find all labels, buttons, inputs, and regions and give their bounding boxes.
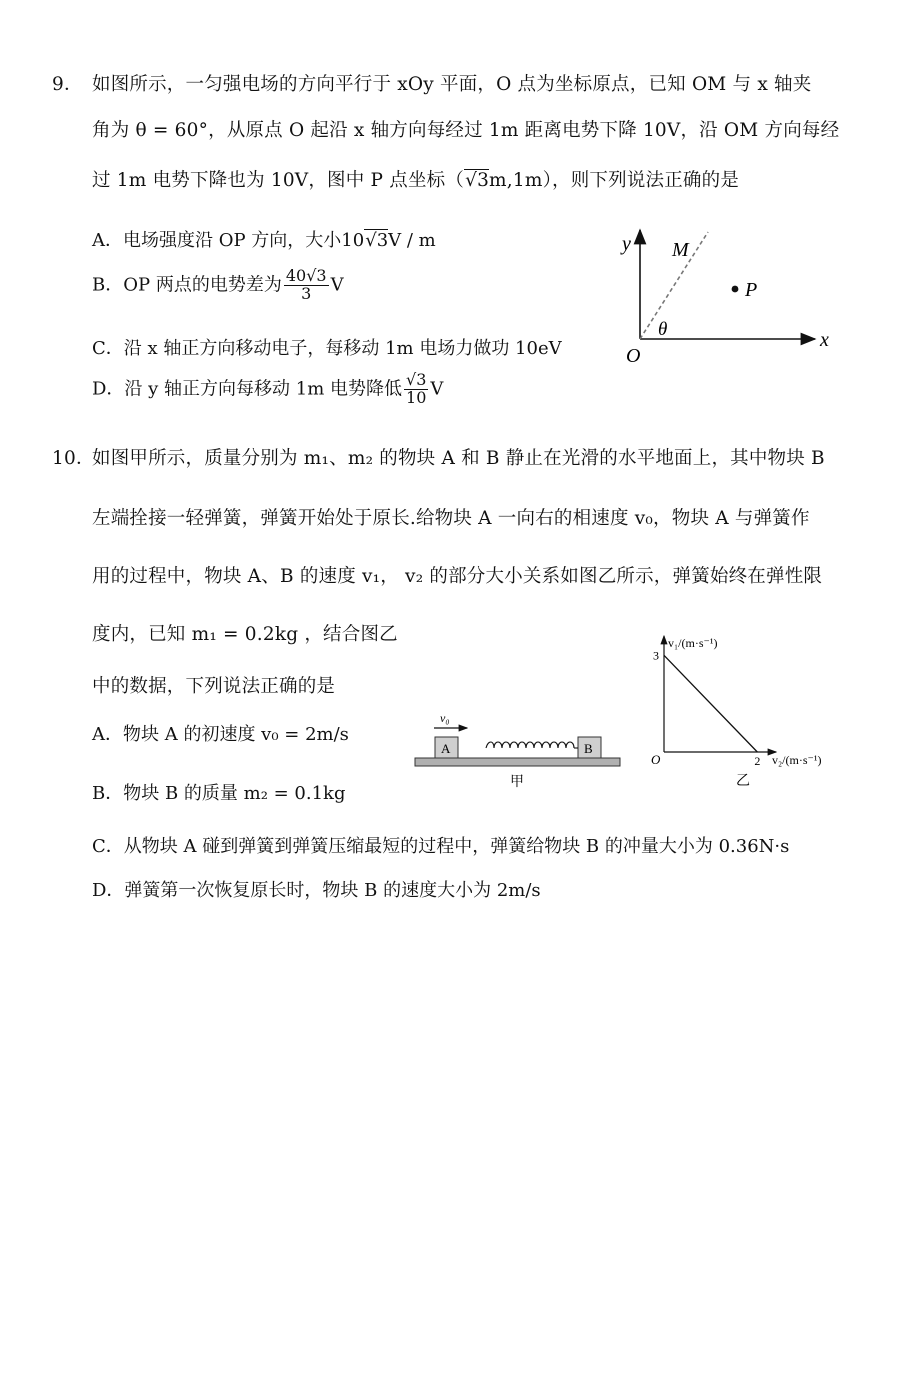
q9-option-a-unit: V / m	[388, 230, 436, 251]
q10-option-b[interactable]: B．物块 B 的质量 m₂ = 0.1kg	[92, 783, 346, 804]
q10-option-a[interactable]: A．物块 A 的初速度 v₀ = 2m/s	[92, 724, 349, 745]
q9-theta-label: θ	[658, 319, 668, 340]
q10-yi-series-line-0	[664, 655, 757, 752]
q9-x-label: x	[820, 329, 829, 351]
q10-yi-origin-label: O	[651, 752, 661, 767]
q9-option-d[interactable]	[92, 372, 443, 407]
q10-stem-line4: 度内，已知 m₁ = 0.2kg ，结合图乙	[92, 624, 398, 645]
q10-option-c[interactable]: C．从物块 A 碰到弹簧到弹簧压缩最短的过程中，弹簧给物块 B 的冲量大小为 0.36N·s	[92, 836, 790, 857]
q10-option-d[interactable]: D．弹簧第一次恢复原长时，物块 B 的速度大小为 2m/s	[92, 880, 541, 901]
q9-p-label: P	[745, 279, 758, 301]
q9-number: 9．	[52, 74, 83, 95]
q9-point-p	[732, 286, 739, 293]
q9-line3-sqrt: √3	[465, 170, 490, 191]
q9-option-d-numerator: √3	[406, 370, 427, 389]
q10-stem-line5: 中的数据，下列说法正确的是	[92, 676, 336, 697]
q10-figure-jia	[410, 708, 625, 794]
q9-line3-text-a: 过 1m 电势下降也为 10V，图中 P 点坐标（	[92, 170, 465, 191]
q9-y-label: y	[622, 233, 631, 255]
q10-yi-caption: 乙	[736, 774, 750, 789]
q9-option-b-numerator: 40√3	[285, 266, 327, 285]
q9-origin-label: O	[626, 345, 641, 367]
q9-stem-line1: 如图所示，一匀强电场的方向平行于 xOy 平面，O 点为坐标原点，已知 OM 与 x 轴夹	[92, 74, 812, 95]
q10-yi-x-label: v₂/(m·s⁻¹)	[772, 753, 822, 767]
q9-option-a-sqrt: √3	[365, 230, 389, 251]
q10-figure-yi-chart	[640, 630, 840, 790]
q10-stem-line3: 用的过程中，物块 A、B 的速度 v₁， v₂ 的部分大小关系如图乙所示，弹簧始终在弹性限	[92, 566, 823, 587]
q10-block-a-label: A	[441, 741, 451, 756]
q9-option-b[interactable]	[92, 268, 344, 303]
q9-option-a[interactable]	[92, 226, 436, 252]
q9-stem-line2: 角为 θ = 60°，从原点 O 起沿 x 轴方向每经过 1m 距离电势下降 10V，沿 OM 方向每经	[92, 120, 840, 141]
q10-block-b-label: B	[584, 741, 593, 756]
q10-number: 10．	[52, 448, 95, 469]
q10-yi-y-label: v₁/(m·s⁻¹)	[668, 636, 718, 650]
q9-option-a-text: A．电场强度沿 OP 方向，大小10	[92, 230, 365, 251]
q9-option-b-text: B．OP 两点的电势差为	[92, 274, 282, 296]
q9-option-d-text: D．沿 y 轴正方向每移动 1m 电势降低	[92, 378, 403, 400]
q10-yi-x-tick-label: 2	[754, 754, 761, 768]
q9-stem-line3	[92, 166, 739, 192]
q9-option-b-unit: V	[330, 274, 344, 296]
q9-option-d-fraction	[404, 372, 428, 407]
q9-option-b-denominator: 3	[301, 283, 312, 303]
q9-coordinate-figure	[610, 222, 850, 372]
q9-line3-text-b: m,1m），则下列说法正确的是	[489, 170, 740, 191]
q10-yi-y-tick-label: 3	[653, 648, 659, 663]
q9-option-b-fraction	[284, 268, 329, 303]
q10-v0-label: v₀	[440, 711, 450, 725]
q10-spring	[486, 742, 574, 748]
q10-figure-jia-caption: 甲	[510, 775, 524, 790]
q9-option-c[interactable]: C．沿 x 轴正方向移动电子，每移动 1m 电场力做功 10eV	[92, 338, 562, 359]
q10-stem-line1: 如图甲所示，质量分别为 m₁、m₂ 的物块 A 和 B 静止在光滑的水平地面上，其中物块 B	[92, 448, 825, 469]
q9-option-d-denominator: 10	[406, 387, 427, 407]
q9-m-label: M	[672, 239, 689, 261]
q10-ground	[415, 758, 620, 766]
q9-option-d-unit: V	[430, 378, 444, 400]
q10-stem-line2: 左端拴接一轻弹簧，弹簧开始处于原长.给物块 A 一向右的相速度 v₀，物块 A 与弹簧作	[92, 508, 810, 529]
